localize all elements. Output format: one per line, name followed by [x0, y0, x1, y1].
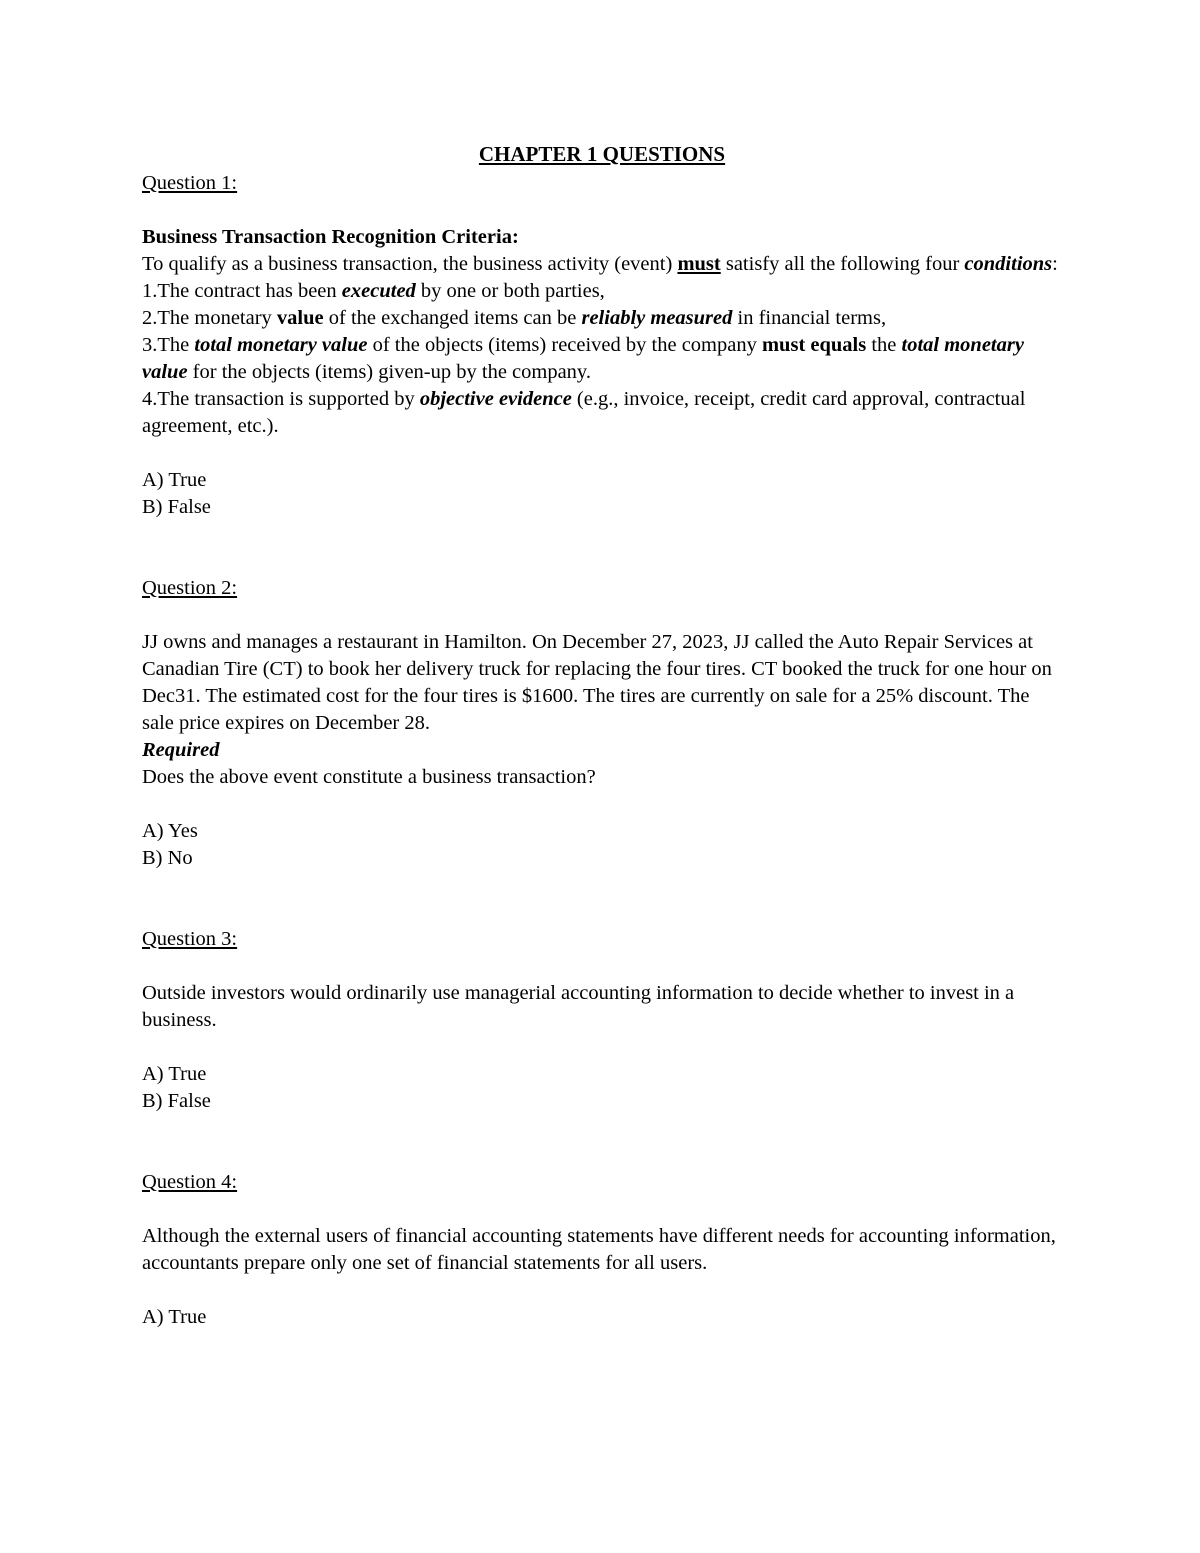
question-2-required: Required [142, 739, 220, 761]
question-3-heading: Question 3: [142, 928, 238, 950]
item1-text-1: 1.The contract has been [142, 280, 342, 302]
item2-emphasis-measured: reliably measured [581, 307, 733, 329]
item3-text-2: of the objects (items) received by the company [367, 334, 762, 356]
item3-emphasis-must-equals: must equals [761, 334, 867, 356]
item3-emphasis-2: total monetary value [142, 334, 1024, 383]
item2-text-1: 2.The monetary [142, 307, 277, 329]
criteria-title: Business Transaction Recognition Criteria: [142, 226, 519, 248]
question-2-heading: Question 2: [142, 577, 238, 599]
item4-text-1: 4.The transaction is supported by [142, 388, 420, 410]
question-3-option-b[interactable]: B) False [142, 1090, 211, 1112]
question-3-option-a[interactable]: A) True [142, 1063, 207, 1085]
item1-emphasis: executed [341, 280, 416, 302]
item2-emphasis-value: value [276, 307, 324, 329]
intro-emphasis-conditions: conditions [964, 253, 1053, 275]
document-title: CHAPTER 1 QUESTIONS [478, 142, 726, 166]
item3-text-4: for the objects (items) given-up by the company. [187, 361, 591, 383]
question-4-heading: Question 4: [142, 1171, 238, 1193]
intro-emphasis-must: must [677, 253, 721, 275]
intro-text-3: : [1052, 253, 1058, 275]
question-2-prompt: Does the above event constitute a business transaction? [142, 766, 596, 788]
question-1-option-a[interactable]: A) True [142, 469, 207, 491]
item2-text-3: in financial terms, [732, 307, 887, 329]
criteria-item-4 [142, 386, 1062, 440]
item1-text-2: by one or both parties, [415, 280, 605, 302]
criteria-intro [142, 251, 1062, 278]
question-4-body: Although the external users of financial accounting statements have different needs for accounting information, accountants prepare only one set of financial statements for all users. [142, 1225, 1056, 1274]
question-1-heading: Question 1: [142, 172, 238, 194]
question-2-option-b[interactable]: B) No [142, 847, 193, 869]
intro-text-2: satisfy all the following four [720, 253, 965, 275]
criteria-item-2 [142, 305, 1062, 332]
question-2-option-a[interactable]: A) Yes [142, 820, 198, 842]
document-content [142, 141, 1062, 1331]
question-2-body: JJ owns and manages a restaurant in Hamilton. On December 27, 2023, JJ called the Auto Repair Services at Canadian Tire (CT) to book her delivery truck for replacing the four tires. CT booked the truck for one hour on Dec31. The estimated cost for the four tires is $1600. The tires are currently on sale for a 25% discount. The sale price expires on December 28. [142, 631, 1052, 734]
question-4-option-a[interactable]: A) True [142, 1306, 207, 1328]
item4-emphasis: objective evidence [419, 388, 572, 410]
intro-text-1: To qualify as a business transaction, the business activity (event) [142, 253, 678, 275]
item2-text-2: of the exchanged items can be [323, 307, 582, 329]
item3-emphasis-1: total monetary value [194, 334, 368, 356]
question-3-body: Outside investors would ordinarily use managerial accounting information to decide whether to invest in a business. [142, 982, 1015, 1031]
question-1-option-b[interactable]: B) False [142, 496, 211, 518]
item3-text-1: 3.The [142, 334, 195, 356]
criteria-item-1 [142, 278, 1062, 305]
item4-text-2: (e.g., invoice, receipt, credit card approval, contractual agreement, etc.). [142, 388, 1026, 437]
criteria-item-3 [142, 332, 1062, 386]
item3-text-3: the [866, 334, 902, 356]
